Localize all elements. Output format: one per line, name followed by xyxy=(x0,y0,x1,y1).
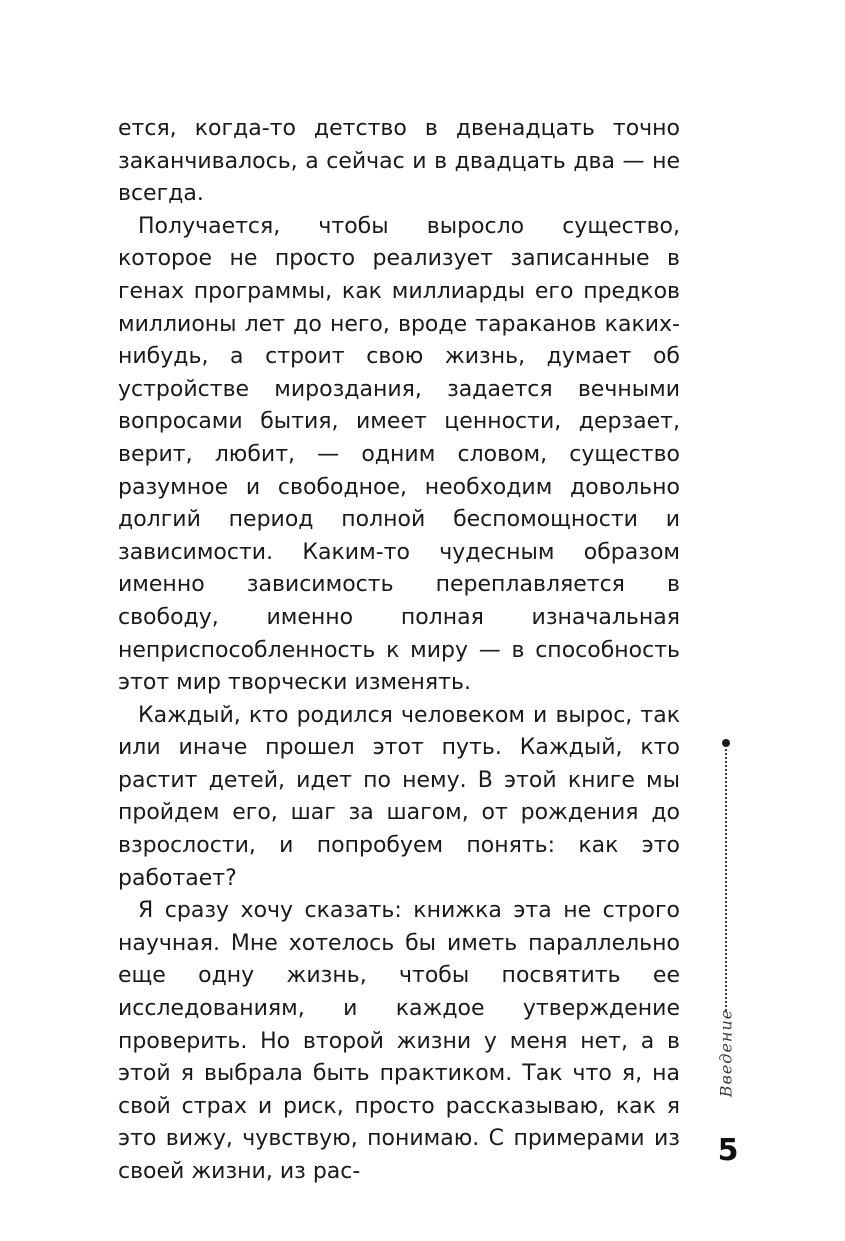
section-label: Введение xyxy=(716,1008,736,1098)
dotted-divider xyxy=(725,749,727,1011)
paragraph-3: Каждый, кто родился человеком и вырос, так или иначе прошел этот путь. Каждый, кто растит детей, идет по нему. В этой книге мы пройдем его, шаг за шагом, от рождения до взрослости, и попробуем понять: как это работает? xyxy=(118,702,680,891)
marker-dot-icon xyxy=(722,739,730,747)
paragraph-1: ется, когда-то детство в двенадцать точно заканчивалось, а сейчас и в двадцать два — не всегда. xyxy=(118,116,680,207)
paragraph-2: Получается, чтобы выросло существо, которое не просто реализует записанные в генах программы, как миллиарды его предков миллионы лет до него, вроде тараканов каких-нибудь, а строит свою жизнь, думает об устройстве мироздания, задается вечными вопросами бытия, имеет ценности, дерзает, верит, любит, — одним словом, существо разумное и свободное, необходим довольно долгий период полной беспомощности и зависимости. Каким-то чудесным образом именно зависимость переплавляется в свободу, именно полная изначальная неприспособленность к миру — в способность этот мир творчески изменять. xyxy=(118,213,680,696)
page-number: 5 xyxy=(717,1133,739,1168)
paragraph-4: Я сразу хочу сказать: книжка эта не строго научная. Мне хотелось бы иметь параллельно еще одну жизнь, чтобы посвятить ее исследованиям, и каждое утверждение проверить. Но второй жизни у меня нет, а в этой я выбрала быть практиком. Так что я, на свой страх и риск, просто рассказываю, как я это вижу, чувствую, понимаю. С примерами из своей жизни, из рас- xyxy=(118,898,680,1184)
body-text xyxy=(118,113,680,1189)
section-marker xyxy=(712,735,746,1098)
